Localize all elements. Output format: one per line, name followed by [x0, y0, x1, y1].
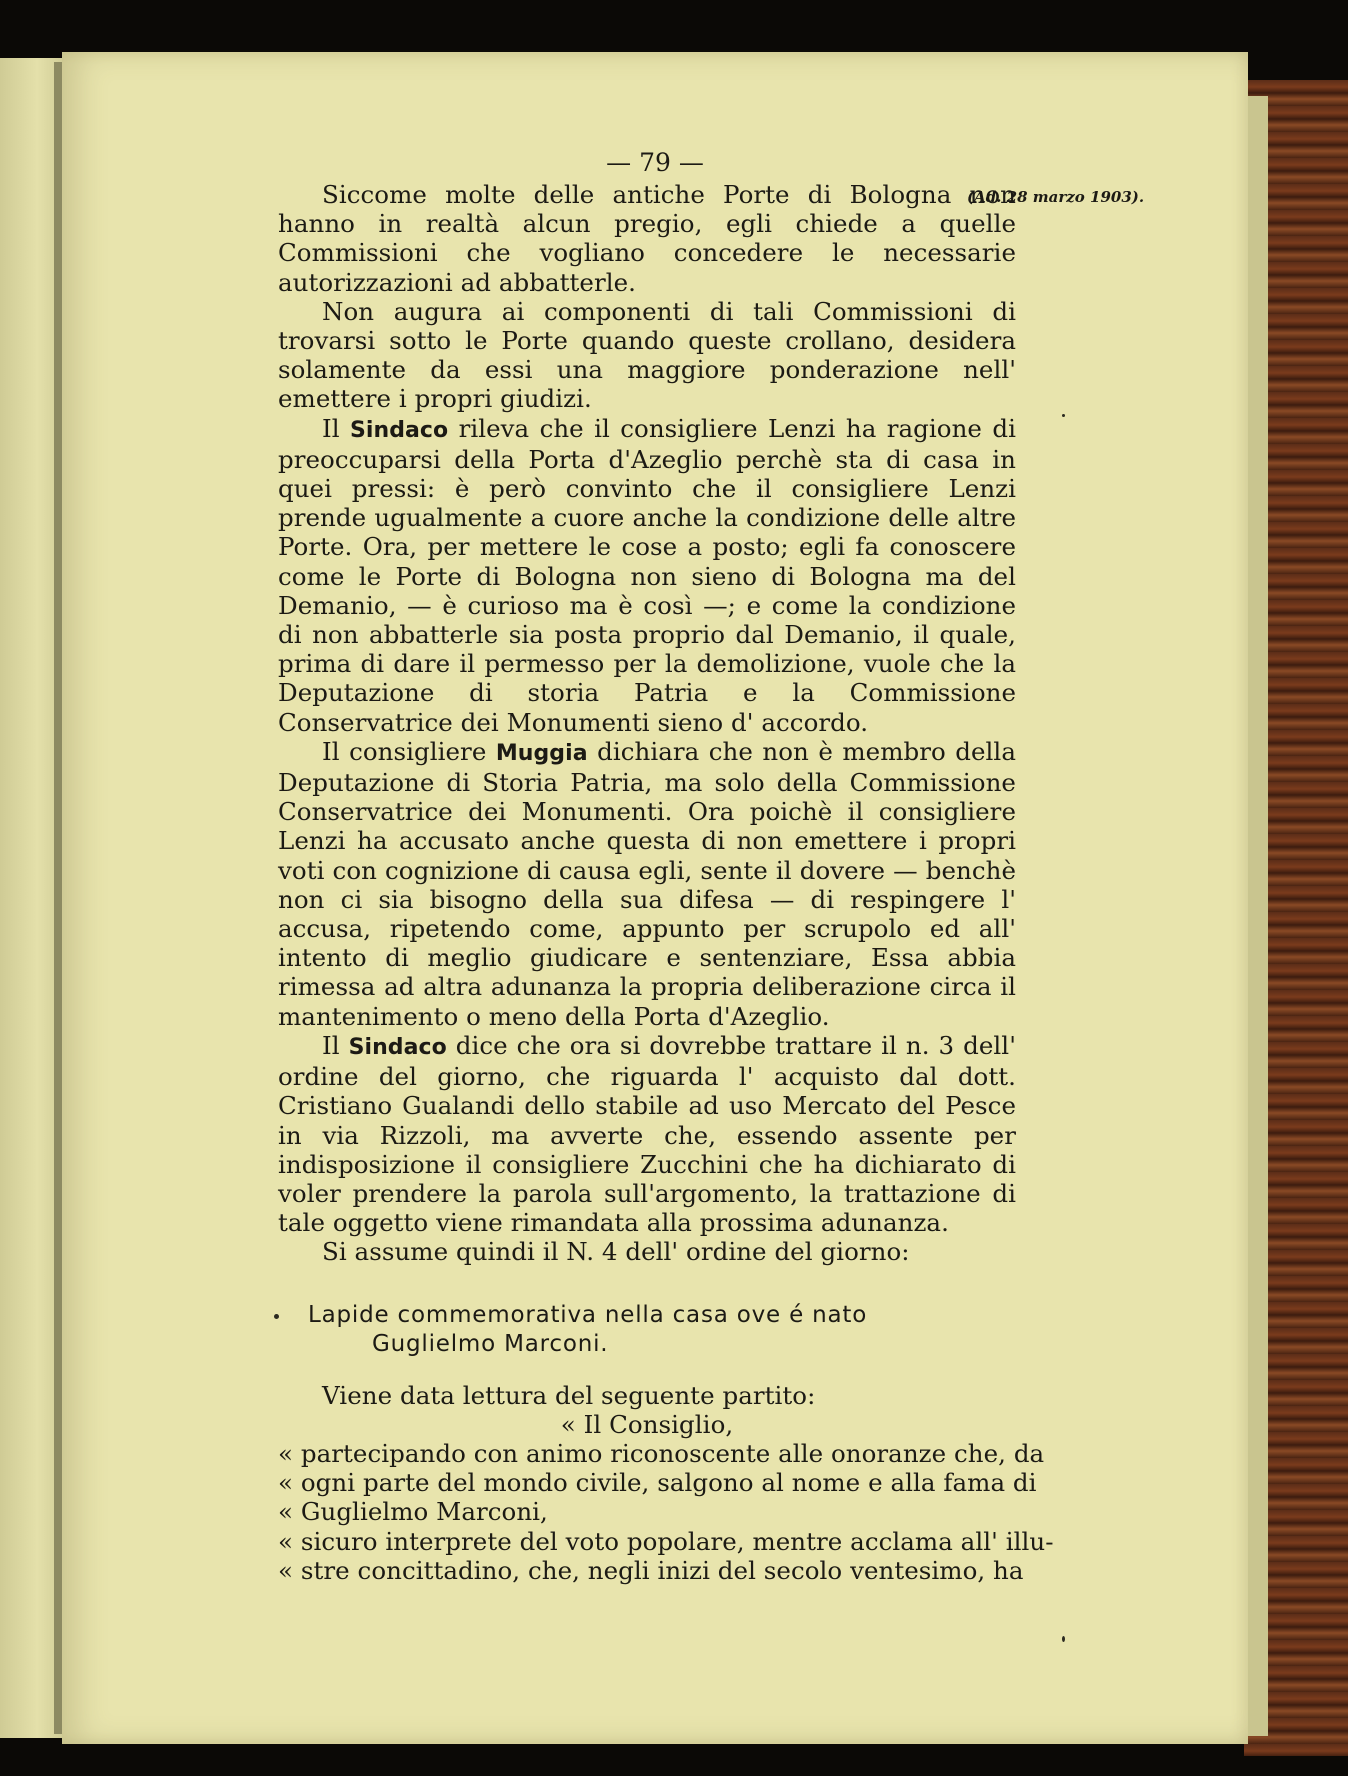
speaker-text: dice che ora si dovrebbe trattare il n. 3 dell' ordine del giorno, che riguarda l' acquisto dal dott. Cristiano Gualandi dello stabile ad uso Mercato del Pesce in via Rizzoli, ma avverte che, essendo assente per indisposizione il consigliere Zucchini che ha dichiarato di voler prendere la parola sull'argomento, la trattazione di tale oggetto viene rimandata alla prossima adunanza. — [278, 1030, 1016, 1238]
speaker-name: Sindaco — [348, 1034, 447, 1060]
resolution-title: « Il Consiglio, — [560, 1409, 734, 1439]
speaker-prefix: Il — [322, 413, 340, 443]
page-body — [278, 180, 1054, 1585]
speaker-name: Sindaco — [350, 417, 449, 443]
book-spine — [54, 62, 62, 1734]
speaker-paragraph — [278, 1031, 1016, 1237]
heading-line: Guglielmo Marconi. — [372, 1330, 609, 1357]
ink-speck — [274, 1314, 279, 1319]
page-stack-edge — [1248, 96, 1268, 1736]
paragraph: Non augura ai componenti di tali Commissioni di trovarsi sotto le Porte quando queste crollano, desidera solamente da essi una maggiore ponderazione nell' emettere i propri giudizi. — [278, 296, 1016, 414]
ink-speck — [1062, 1636, 1065, 1642]
agenda-line: Si assume quindi il N. 4 dell' ordine del giorno: — [322, 1237, 910, 1267]
resolution-line: « partecipando con animo riconoscente alle onoranze che, da — [278, 1438, 1045, 1468]
speaker-paragraph — [278, 414, 1016, 737]
resolution-line: « Guglielmo Marconi, — [278, 1497, 548, 1527]
ink-speck — [1062, 414, 1065, 417]
resolution-line: « stre concittadino, che, negli inizi del secolo ventesimo, ha — [278, 1555, 1024, 1585]
facing-page-edge — [0, 58, 62, 1738]
speaker-text: dichiara che non è membro della Deputazione di Storia Patria, ma solo della Commissione Conservatrice dei Monumenti. Ora poichè il consigliere Lenzi ha accusato anche questa di non emettere i propri voti con cognizione di causa egli, sente il dovere — benchè non ci sia bisogno della sua difesa — di respingere l' accusa, ripetendo come, appunto per scrupolo ed all' intento di meglio giudicare e sentenziare, Essa abbia rimessa ad altra adunanza la propria deliberazione circa il mantenimento o meno della Porta d'Azeglio. — [278, 736, 1016, 1031]
reading-line: Viene data lettura del seguente partito: — [322, 1380, 816, 1410]
section-heading — [278, 1301, 868, 1359]
paragraph: Siccome molte delle antiche Porte di Bologna non hanno in realtà alcun pregio, egli chiede a quelle Commissioni che vogliano concedere le necessarie autorizzazioni ad abbatterle. — [278, 180, 1016, 297]
resolution-line: « ogni parte del mondo civile, salgono al nome e alla fama di — [278, 1468, 1037, 1498]
speaker-paragraph — [278, 737, 1016, 1031]
book-page — [62, 52, 1248, 1744]
speaker-prefix: Il consigliere — [322, 736, 487, 766]
margin-date-note: (Ad. 28 marzo 1903). — [967, 188, 1145, 206]
speaker-prefix: Il — [322, 1030, 340, 1060]
page-number: — 79 — — [606, 148, 704, 177]
resolution-line: « sicuro interprete del voto popolare, mentre acclama all' illu- — [278, 1526, 1054, 1556]
speaker-text: rileva che il consigliere Lenzi ha ragione di preoccuparsi della Porta d'Azeglio perchè sta di casa in quei pressi: è però convinto che il consigliere Lenzi prende ugualmente a cuore anche la condizione delle altre Porte. Ora, per mettere le cose a posto; egli fa conoscere come le Porte di Bologna non sieno di Bologna ma del Demanio, — è curioso ma è così —; e come la condizione di non abbatterle sia posta proprio dal Demanio, il quale, prima di dare il permesso per la demolizione, vuole che la Deputazione di storia Patria e la Commissione Conservatrice dei Monumenti sieno d' accordo. — [278, 413, 1016, 737]
heading-line: Lapide commemorativa nella casa ove é nato — [308, 1301, 868, 1328]
speaker-name: Muggia — [495, 740, 588, 766]
